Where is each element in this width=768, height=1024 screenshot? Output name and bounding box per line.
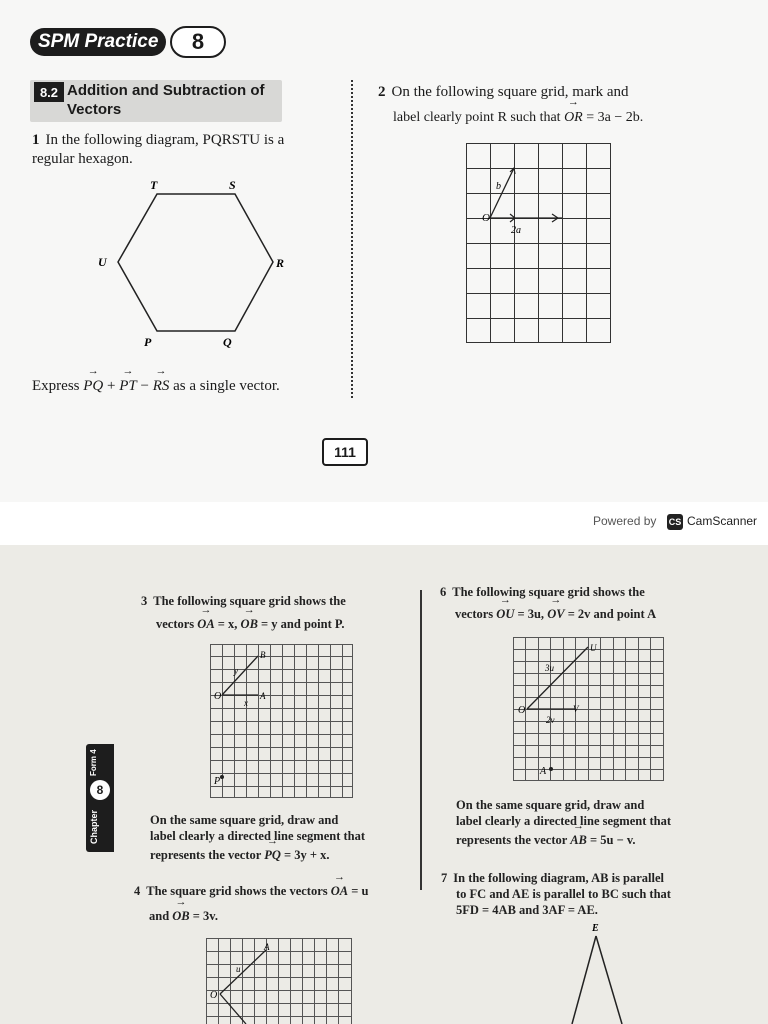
grid-label-u: U xyxy=(590,643,597,653)
grid-label-b: b xyxy=(496,181,501,192)
vertex-t-label: T xyxy=(150,178,158,192)
vertex-r-label: R xyxy=(276,256,285,270)
section-title: Addition and Subtraction of Vectors xyxy=(67,82,265,118)
vertex-e-label: E xyxy=(592,923,599,934)
grid-label-2a: 2a xyxy=(511,225,521,236)
question-1-text: 1 In the following diagram, PQRSTU is a regular hexagon. xyxy=(32,132,285,167)
question-3-line-1: 3 The following square grid shows the xyxy=(141,594,346,608)
grid-label-2v: 2v xyxy=(546,715,555,725)
vector-ob-line xyxy=(222,656,258,695)
vertex-u-label: U xyxy=(98,255,107,269)
triangle-right-side xyxy=(596,936,622,1024)
grid-label-v: V xyxy=(573,704,579,714)
question-6-square-grid xyxy=(513,637,665,783)
column-divider-top xyxy=(351,80,353,398)
vector-ou-line xyxy=(527,647,588,709)
section-number: 8.2 xyxy=(34,82,64,102)
grid-label-o: O xyxy=(214,691,222,702)
question-2-square-grid xyxy=(466,143,612,345)
grid-label-x: x xyxy=(244,698,248,708)
vertex-s-label: S xyxy=(229,178,236,192)
grid-label-3u: 3u xyxy=(545,663,554,673)
question-7-diagram xyxy=(560,920,640,1024)
camscanner-logo-icon: CS xyxy=(667,514,683,530)
question-2-line-1: 2 On the following square grid, mark and xyxy=(378,84,629,100)
hexagon-diagram xyxy=(90,170,310,355)
grid-label-o: O xyxy=(210,990,218,1001)
hexagon-shape xyxy=(118,194,273,331)
question-3-line-2: vectors → OA = x, → OB = y and point P. xyxy=(156,616,426,632)
grid-label-a: A xyxy=(260,691,266,701)
grid-label-o: O xyxy=(482,212,490,224)
question-6-line-2: vectors → OU = 3u, → OV = 2v and point A xyxy=(455,606,755,622)
spm-practice-badge: SPM Practice xyxy=(30,28,166,56)
grid-label-o: O xyxy=(518,705,526,716)
chapter-tab-form: Form 4 xyxy=(89,749,98,776)
powered-by-text: Powered by xyxy=(593,514,657,528)
vertex-p-label: P xyxy=(144,335,152,349)
question-7-text: 7 In the following diagram, AB is parallel to FC and AE is parallel to BC such that 5FD = 4AB and 3AF = AE. xyxy=(441,871,671,917)
question-3-square-grid xyxy=(210,644,355,800)
question-6-instruction: On the same square grid, draw and label clearly a directed line segment that represents the vector → AB = 5u − v. xyxy=(456,797,716,848)
grid-label-u: u xyxy=(236,964,241,974)
camscanner-name: CamScanner xyxy=(687,514,758,528)
vertex-q-label: Q xyxy=(223,335,232,349)
question-4-line-2: and → OB = 3v. xyxy=(149,908,349,924)
question-3-instruction: On the same square grid, draw and label clearly a directed line segment that represents the vector → PQ = 3y + x. xyxy=(150,812,415,863)
point-a-dot xyxy=(549,767,553,771)
chapter-tab-number: 8 xyxy=(90,780,110,800)
chapter-tab-label: Chapter xyxy=(89,809,99,844)
question-4-square-grid xyxy=(206,938,354,1024)
question-6-line-1: 6 The following square grid shows the xyxy=(440,585,645,599)
grid-label-b: B xyxy=(260,650,266,660)
practice-number: 8 xyxy=(170,26,226,58)
point-p-dot xyxy=(220,775,224,779)
page-number: 111 xyxy=(322,438,368,466)
triangle-left-side xyxy=(572,936,596,1024)
column-divider-bottom xyxy=(420,590,422,890)
question-2-line-2: label clearly point R such that → OR = 3a − 2b. xyxy=(393,108,693,127)
question-4-line-1: 4 The square grid shows the vectors → OA = u xyxy=(134,883,414,899)
grid-label-a: A xyxy=(264,942,270,952)
grid-label-p: P xyxy=(214,776,221,787)
question-1-prompt: Express → PQ + → PT − → RS as a single vector. xyxy=(32,377,352,396)
grid-label-a: A xyxy=(540,766,547,777)
grid-label-y: y xyxy=(234,666,238,676)
